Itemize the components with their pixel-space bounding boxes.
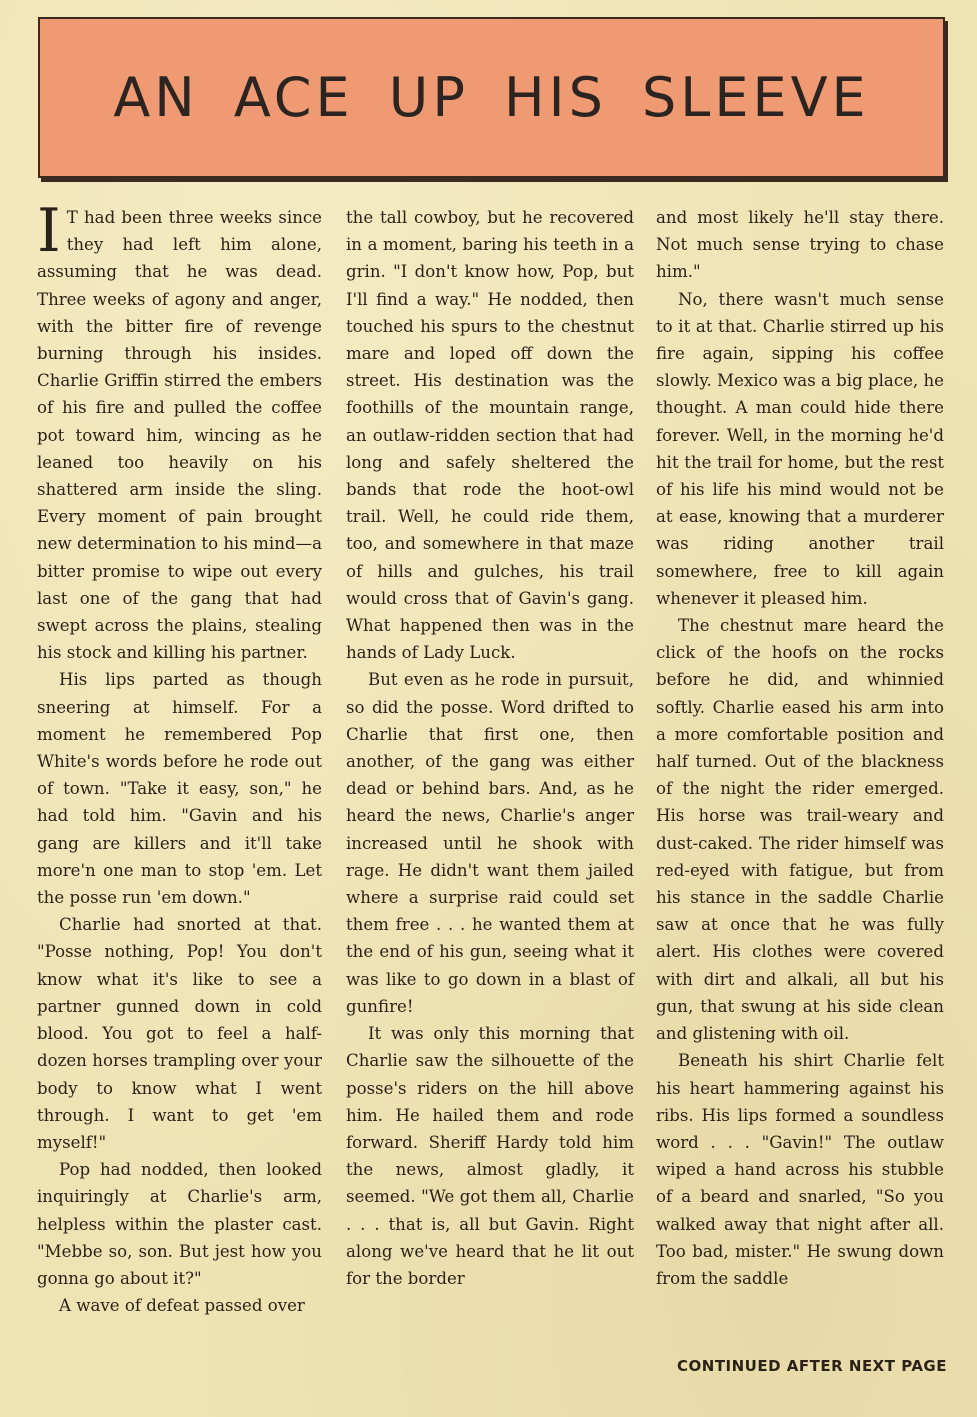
text-column-2 bbox=[346, 204, 634, 1349]
paragraph bbox=[37, 196, 322, 666]
paragraph: A wave of defeat passed over bbox=[59, 1296, 305, 1316]
drop-cap-continuation: T bbox=[66, 208, 78, 227]
story-title: AN ACE UP HIS SLEEVE bbox=[113, 66, 870, 129]
paragraph: Charlie had snorted at that. "Posse nothing, Pop! You don't know what it's like to see a partner gunned down in cold blood. You got to feel a half-dozen horses trampling over your body to know what I went through. I want to get 'em myself!" bbox=[37, 915, 322, 1152]
paragraph: The chestnut mare heard the click of the hoofs on the rocks before he did, and whinnied softly. Charlie eased his arm into a more comfortable position and half turned. Out of the blackness of the night the rider emerged. His horse was trail-weary and dust-caked. The rider himself was red-eyed with fatigue, but from his stance in the saddle Charlie saw at once that he was fully alert. His clothes were covered with dirt and alkali, all but his gun, that swung at his side clean and glistening with oil. bbox=[656, 616, 944, 1044]
paragraph: the tall cowboy, but he recovered in a moment, baring his teeth in a grin. "I don't know how, Pop, but I'll find a way." He nodded, then touched his spurs to the chestnut mare and loped off down the street. His destination was the foothills of the mountain range, an outlaw-ridden section that had long and safely sheltered the bands that rode the hoot-owl trail. Well, he could ride them, too, and somewhere in that maze of hills and gulches, his trail would cross that of Gavin's gang. What happened then was in the hands of Lady Luck. bbox=[346, 208, 634, 663]
continued-note: CONTINUED AFTER NEXT PAGE bbox=[677, 1357, 947, 1375]
drop-cap: I bbox=[37, 196, 61, 266]
paragraph: Beneath his shirt Charlie felt his heart hammering against his ribs. His lips formed a soundless word . . . "Gavin!" The outlaw wiped a hand across his stubble of a beard and snarled, "So you walked away that night after all. Too bad, mister." He swung down from the saddle bbox=[656, 1051, 944, 1288]
text-column-3 bbox=[656, 204, 944, 1349]
paragraph: No, there wasn't much sense to it at that. Charlie stirred up his fire again, sipping his coffee slowly. Mexico was a big place, he thought. A man could hide there forever. Well, in the morning he'd hit the trail for home, but the rest of his life his mind would not be at ease, knowing that a murderer was riding another trail somewhere, free to kill again whenever it pleased him. bbox=[656, 289, 944, 608]
paragraph: His lips parted as though sneering at himself. For a moment he remembered Pop White's words before he rode out of town. "Take it easy, son," he had told him. "Gavin and his gang are killers and it'll take more'n one man to stop 'em. Let the posse run 'em down." bbox=[37, 670, 322, 908]
text-column-1 bbox=[37, 196, 322, 1349]
paragraph-text: had been three weeks since they had left him alone, assuming that he was dead. Three weeks of agony and anger, with the bitter fire of revenge burning through his insides. Charlie Griffin stirred the embers of his fire and pulled the coffee pot toward him, wincing as he leaned too heavily on his shattered arm inside the sling. Every moment of pain brought new determination to his mind—a bitter promise to wipe out every last one of the gang that had swept across the plains, stealing his stock and killing his partner. bbox=[37, 208, 322, 663]
paragraph: But even as he rode in pursuit, so did the posse. Word drifted to Charlie that first one, then another, of the gang was either dead or behind bars. And, as he heard the news, Charlie's anger increased until he shook with rage. He didn't want them jailed where a surprise raid could set them free . . . he wanted them at the end of his gun, seeing what it was like to go down in a blast of gunfire! bbox=[346, 670, 634, 1016]
paragraph: Pop had nodded, then looked inquiringly at Charlie's arm, helpless within the plaster cast. "Mebbe so, son. But jest how you gonna go about it?" bbox=[37, 1160, 322, 1288]
title-banner bbox=[38, 17, 945, 178]
paragraph: and most likely he'll stay there. Not much sense trying to chase him." bbox=[656, 208, 944, 282]
paragraph: It was only this morning that Charlie saw the silhouette of the posse's riders on the hill above him. He hailed them and rode forward. Sheriff Hardy told him the news, almost gladly, it seemed. "We got them all, Charlie . . . that is, all but Gavin. Right along we've heard that he lit out for the border bbox=[346, 1024, 634, 1288]
